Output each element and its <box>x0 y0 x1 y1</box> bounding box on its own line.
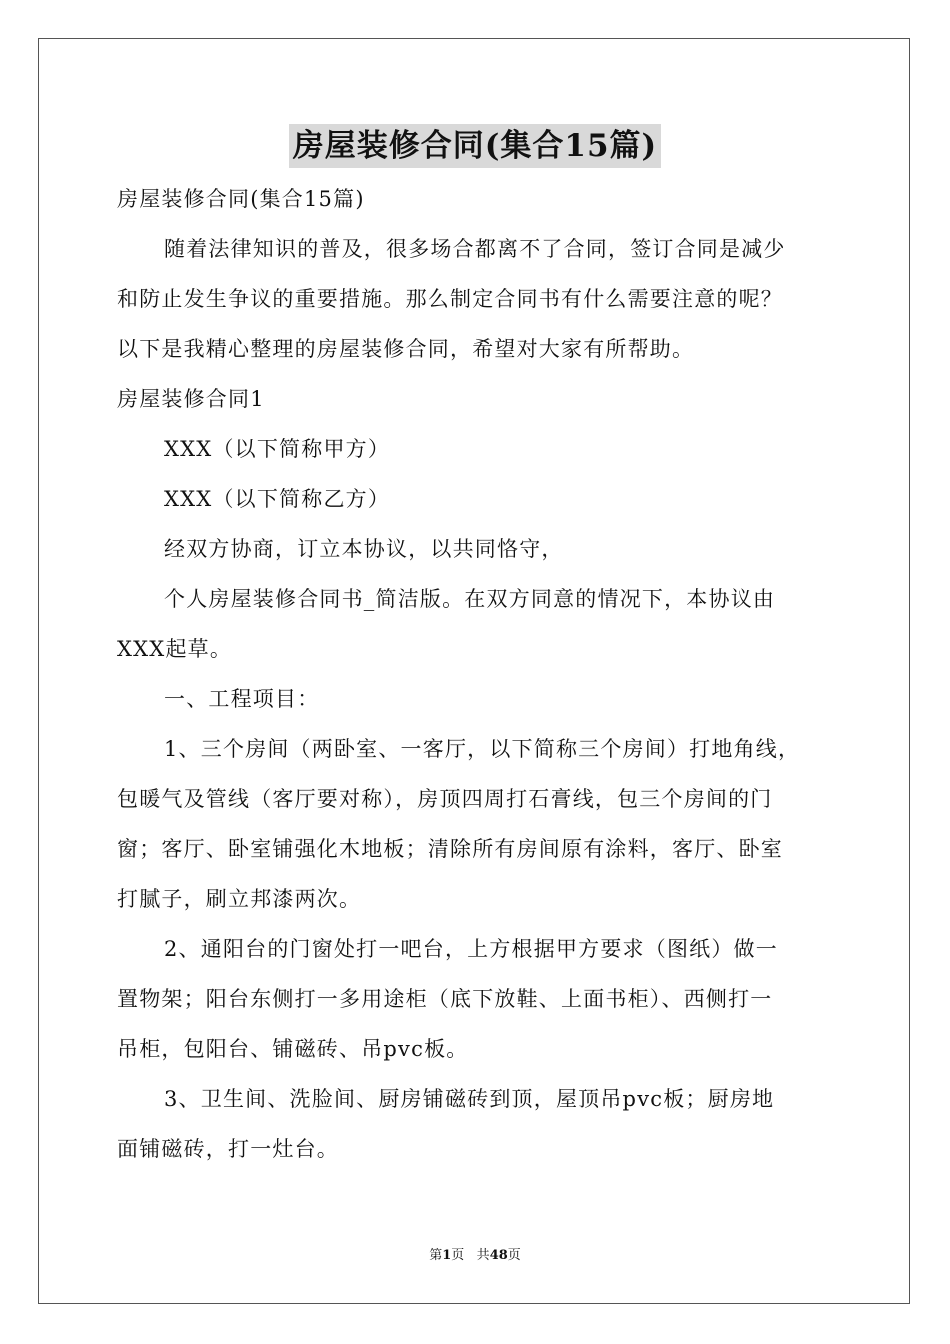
footer-total-pages: 48 <box>489 1248 508 1263</box>
draft-line-2: XXX起草。 <box>117 637 233 661</box>
footer-total-prefix: 共 <box>476 1248 490 1263</box>
footer-page-suffix: 页 <box>451 1248 465 1263</box>
footer-page-prefix: 第 <box>429 1248 443 1263</box>
party-b: XXX（以下简称乙方） <box>164 487 391 511</box>
title-container <box>0 124 950 168</box>
item1-line-2: 包暖气及管线（客厅要对称），房顶四周打石膏线，包三个房间的门 <box>117 787 773 811</box>
item2-line-3: 吊柜，包阳台、铺磁砖、吊pvc板。 <box>117 1037 469 1061</box>
footer-page-number: 1 <box>442 1248 452 1263</box>
draft-line-1: 个人房屋装修合同书_简洁版。在双方同意的情况下，本协议由 <box>164 587 776 611</box>
footer-total-suffix: 页 <box>507 1248 521 1263</box>
item2-line-1: 2、通阳台的门窗处打一吧台，上方根据甲方要求（图纸）做一 <box>164 937 778 961</box>
item1-line-1: 1、三个房间（两卧室、一客厅，以下简称三个房间）打地角线， <box>164 737 801 761</box>
project-heading: 一、工程项目： <box>164 687 320 711</box>
intro-line-2: 和防止发生争议的重要措施。那么制定合同书有什么需要注意的呢？ <box>117 287 783 311</box>
item3-line-2: 面铺磁砖，打一灶台。 <box>117 1137 339 1161</box>
intro-line-1: 随着法律知识的普及，很多场合都离不了合同，签订合同是减少 <box>164 237 786 261</box>
item3-line-1: 3、卫生间、洗脸间、厨房铺磁砖到顶，屋顶吊pvc板；厨房地 <box>164 1087 775 1111</box>
intro-line-3: 以下是我精心整理的房屋装修合同，希望对大家有所帮助。 <box>117 337 695 361</box>
page-border <box>38 38 910 1304</box>
document-subtitle: 房屋装修合同(集合15篇) <box>117 187 365 211</box>
item1-line-4: 打腻子，刷立邦漆两次。 <box>117 887 362 911</box>
item1-line-3: 窗；客厅、卧室铺强化木地板；清除所有房间原有涂料，客厅、卧室 <box>117 837 783 861</box>
page-footer <box>0 1247 950 1265</box>
party-a: XXX（以下简称甲方） <box>164 437 391 461</box>
agreement-line: 经双方协商，订立本协议，以共同恪守， <box>164 537 564 561</box>
item2-line-2: 置物架；阳台东侧打一多用途柜（底下放鞋、上面书柜）、西侧打一 <box>117 987 773 1011</box>
document-title: 房屋装修合同(集合15篇) <box>289 124 661 168</box>
section-heading: 房屋装修合同1 <box>117 387 265 411</box>
